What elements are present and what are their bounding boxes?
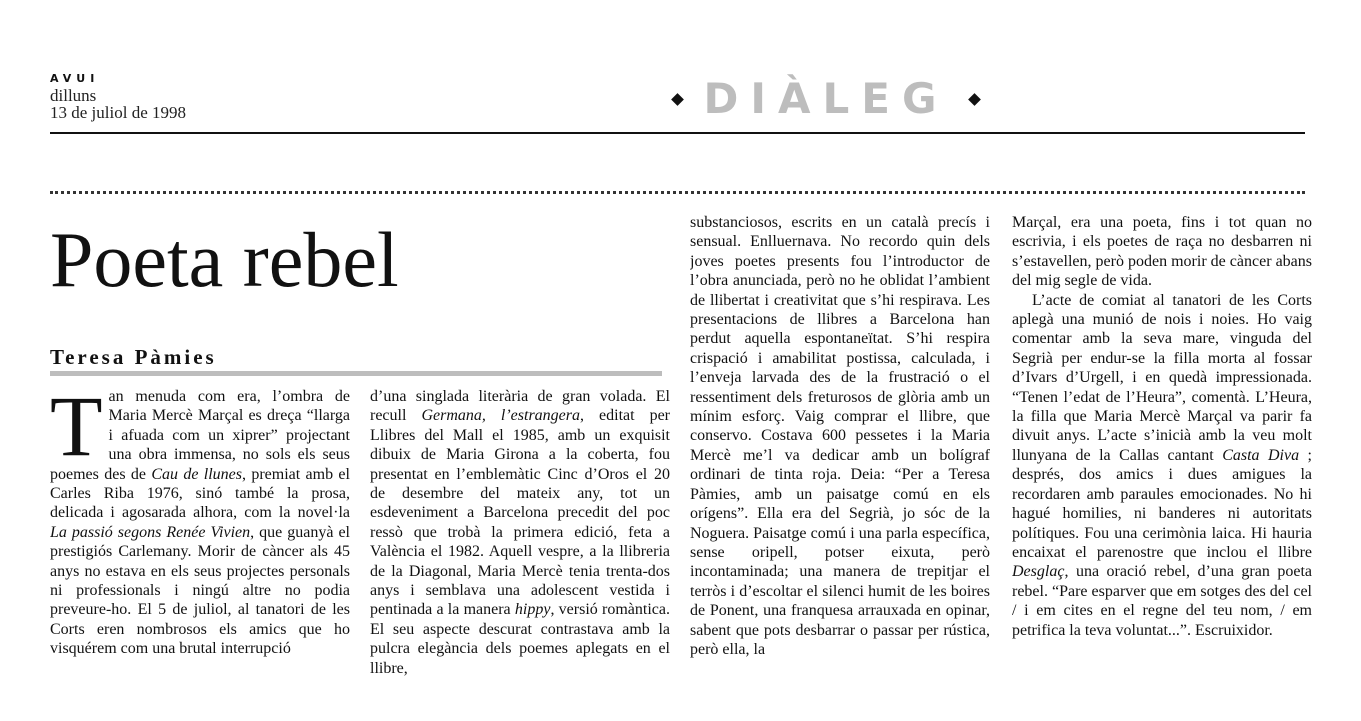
book-title: Desglaç (1012, 563, 1065, 581)
article-column-4 (1012, 213, 1312, 707)
newspaper-name: AVUI (50, 72, 100, 85)
text-run: ; després, dos amics i dues amigues la recordaren amb paraules emocionades. No hi hagué homilies, ni banderes ni autoritats polítiques. Fou una cerimònia laica. Hi hauria encaixat el parenostre que inclou el llibre (1012, 446, 1312, 561)
article-column-2 (370, 387, 670, 707)
article-headline: Poeta rebel (50, 216, 399, 303)
article-column-1 (50, 387, 350, 707)
text-run: an menuda com era, l’ombra de Maria Mercè Marçal es dreça “llarga i afuada com un xiprer” projectant una obra immensa, no sols els seus poemes des de (50, 388, 350, 483)
book-title: Cau de llunes (151, 465, 242, 483)
byline-rule (50, 371, 662, 376)
text-run: , que guanyà el prestigiós Carlemany. Morir de càncer als 45 anys no estava en els seus projectes personals ni professionals i ningú altre no podia preveure-ho. El 5 de juliol, al tanatori de les Corts eren nombrosos els amics que ho visquérem com una brutal interrupció (50, 523, 350, 658)
text-run: , versió romàntica. El seu aspecte descurat contrastava amb la pulcra elegància dels poemes aplegats en el llibre, (370, 601, 670, 677)
text-run: , editat per Llibres del Mall el 1985, amb un exquisit dibuix de Maria Girona a la coberta, fou presentat en l’emblemàtic Cinc d’Oros el 20 de desembre del mateix any, tot un esdeveniment a Barcelona precedit del poc ressò que trobà la primera edició, feta a València el 1982. Aquell vespre, a la llibreria de la Diagonal, Maria Mercè tenia trenta-dos anys i semblava una adolescent vestida i pentinada a la manera (370, 407, 670, 619)
book-title: La passió segons Renée Vivien (50, 523, 251, 541)
emphasis: hippy (514, 601, 551, 619)
masthead-weekday: dilluns (50, 86, 97, 105)
section-title: DIÀLEG (703, 74, 949, 123)
article-byline: Teresa Pàmies (50, 345, 217, 369)
column-4-paragraph-1: Marçal, era una poeta, fins i tot quan no escrivia, i els poetes de raça no desbarren ni s’estavellen, però poden morir de càncer abans del mig segle de vida. (1012, 214, 1312, 290)
diamond-ornament-icon (969, 93, 982, 106)
text-run: , premiat amb el Carles Riba 1976, sinó també la prosa, delicada i agosarada alhora, com la novel·la (50, 465, 350, 522)
work-title: Casta Diva (1222, 446, 1300, 464)
column-4-paragraph-2 (1012, 291, 1312, 640)
book-title: Germana, l’estrangera (421, 407, 580, 425)
column-1-paragraph (50, 387, 350, 659)
text-run: L’acte de comiat al tanatori de les Corts aplegà una munió de nois i noies. Ho vaig comentar amb la seva mare, vinguda del Segrià per endur-se la filla morta al fossar d’Ivars d’Urgell, i en quedà impressionada. “Tenen l’edat de l’Heura”, comentà. L’Heura, la filla que Maria Mercè Marçal va parir fa divuit anys. L’acte s’inicià amb la veu molt llunyana de la Callas cantant (1012, 291, 1312, 464)
column-2-paragraph (370, 387, 670, 678)
text-run: d’una singlada literària de gran volada. El recull (370, 388, 670, 425)
drop-cap: T (50, 387, 103, 474)
section-header (656, 74, 996, 124)
column-3-paragraph: substanciosos, escrits en un català precís i sensual. Enlluernava. No recordo quin dels joves poetes presents fou l’introductor de l’obra anunciada, però no he oblidat l’ambient de llibertat i creativitat que s’hi respirava. Les presentacions de llibres a Barcelona han perdut aquella espontaneïtat. S’hi respira crispació i amabilitat postissa, calculada, i l’enveja larvada des de la frustració o el ressentiment dels freturosos de glòria amb un mínim esforç. Vaig comprar el llibre, que conservo. Costava 600 pessetes i la Maria Mercè me’l va dedicar amb un bolígraf ordinari de tinta roja. Deia: “Per a Teresa Pàmies, amb un paisatge comú en els orígens”. Ella era del Segrià, jo sóc de la Noguera. Paisatge comú i una parla específica, sense oripell, potser eixuta, però incontaminada; una manera de trepitjar el terròs i d’escoltar el silenci humit de les boires de Ponent, una franquesa arrauxada en opinar, sabent que pots desbarrar o passar per rústica, però ella, la (690, 214, 990, 658)
masthead (50, 70, 290, 121)
dotted-divider (50, 191, 1305, 194)
article-column-3 (690, 213, 990, 707)
text-run: , una oració rebel, d’una gran poeta rebel. “Pare esparver que em sotges des del cel / i em cites en el regne del teu nom, / em petrifica la teva voluntat...”. Escruixidor. (1012, 563, 1312, 639)
diamond-ornament-icon (671, 93, 684, 106)
header-rule (50, 132, 1305, 134)
masthead-date: 13 de juliol de 1998 (50, 103, 186, 122)
